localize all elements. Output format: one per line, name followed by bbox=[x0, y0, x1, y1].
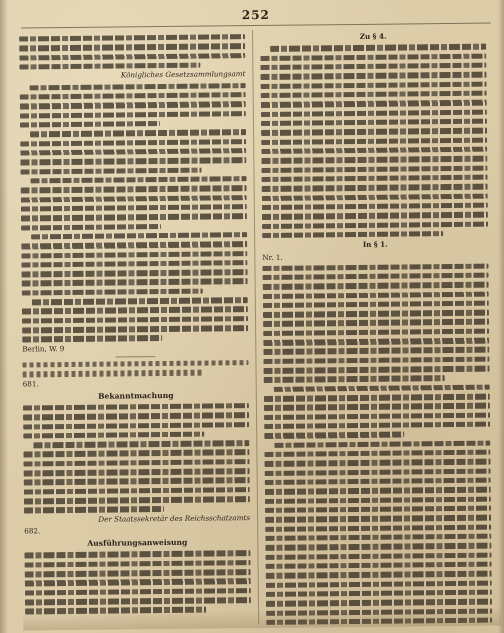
page-fold-shadow bbox=[23, 607, 501, 630]
text-block bbox=[24, 551, 251, 615]
binding-shadow bbox=[0, 0, 8, 633]
item-number: Nr. 1. bbox=[262, 252, 283, 262]
text-block bbox=[262, 263, 492, 628]
section-heading: Zu § 4. bbox=[359, 31, 387, 41]
section-number: 682. bbox=[24, 526, 41, 536]
text-block bbox=[22, 360, 248, 377]
section-heading: In § 1. bbox=[362, 239, 388, 250]
page-number: 252 bbox=[241, 7, 270, 23]
text-block bbox=[20, 83, 249, 343]
printed-sheet bbox=[17, 6, 501, 631]
section-heading: Ausführungsanweisung bbox=[87, 537, 188, 548]
section-heading: Bekanntmachung bbox=[98, 390, 174, 401]
column-divider bbox=[252, 30, 259, 624]
left-column bbox=[19, 30, 251, 630]
section-number: 681. bbox=[22, 378, 39, 389]
text-block bbox=[260, 44, 488, 238]
text-block bbox=[23, 403, 250, 513]
publisher-office: Königliches Gesetzsammlungsamt bbox=[120, 69, 246, 80]
publisher-location: Berlin, W. 9 bbox=[22, 343, 65, 354]
separator-rule bbox=[115, 356, 155, 357]
text-block bbox=[19, 34, 245, 70]
signature: Der Staatssekretär des Reichsschatzamts bbox=[98, 512, 251, 524]
right-column bbox=[260, 28, 492, 628]
